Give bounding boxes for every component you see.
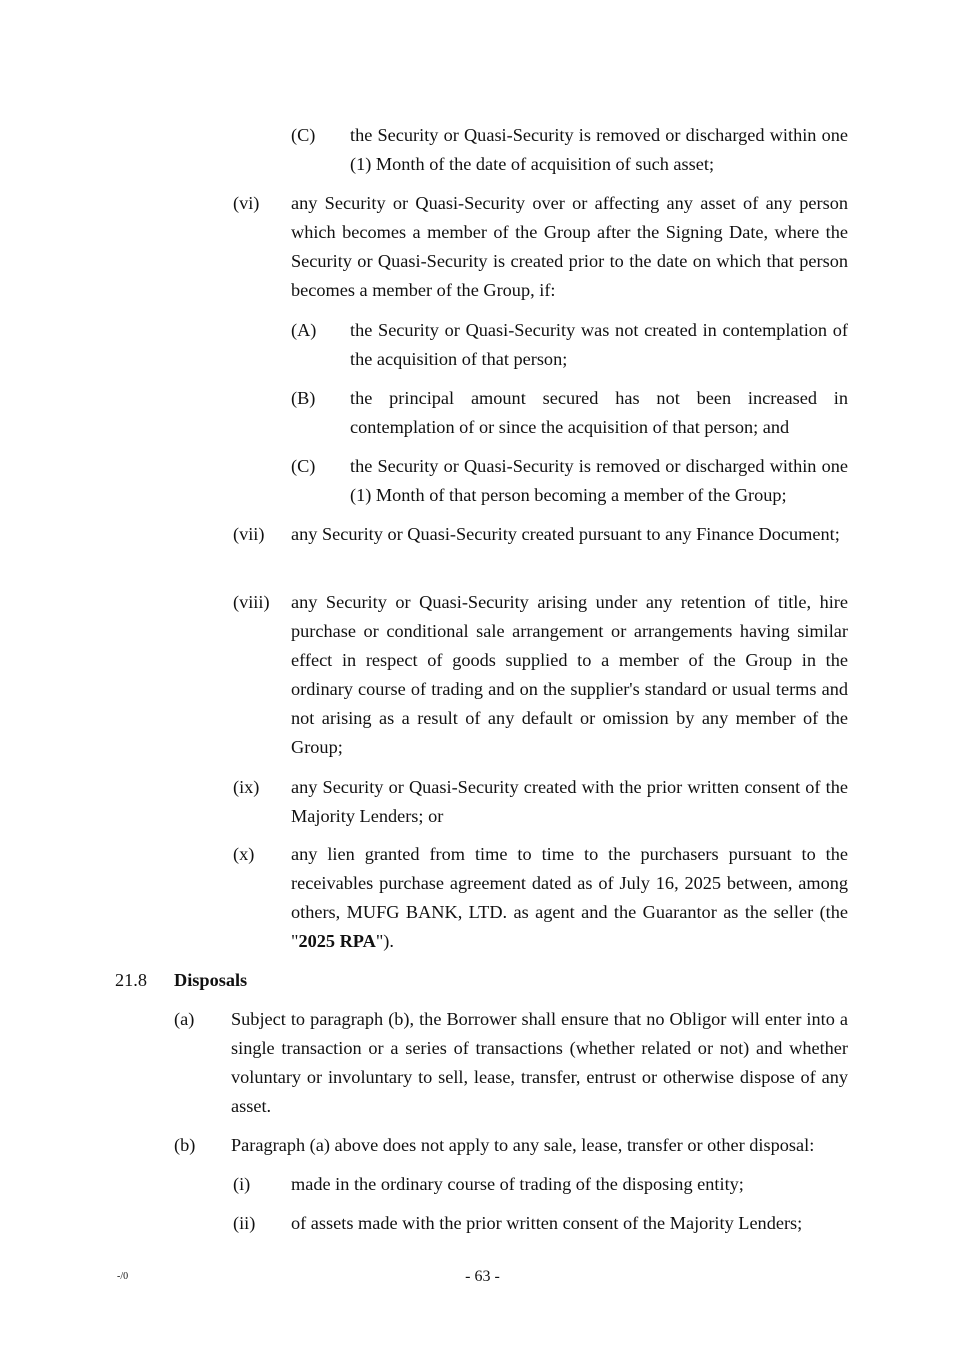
clause-label: (B) [291,388,316,408]
clause-text: any Security or Quasi-Security arising under any retention of title, hire purchase or conditional sale arrangement or arrangements having similar effect in respect of goods supplied to a member of the Group in the ordinary course of trading and on the supplier's standard or usual terms and not arising as a result of any default or omission by any member of the Group; [291,592,848,757]
clause-label: (ix) [233,777,260,797]
clause-label: (b) [174,1135,196,1155]
clause-text: the principal amount secured has not been increased in contemplation of or since the acquisition of that person; and [350,388,848,437]
clause-label: (ii) [233,1213,256,1233]
clause-label: (C) [291,456,316,476]
footer-reference: -/0 [117,1271,129,1282]
clause-text: Paragraph (a) above does not apply to any sale, lease, transfer or other disposal: [231,1135,815,1155]
clause-label: (i) [233,1174,251,1194]
clause-text: any Security or Quasi-Security over or affecting any asset of any person which becomes a member of the Group after the Signing Date, where the Security or Quasi-Security is created prior to the date on which that person becomes a member of the Group, if: [291,193,848,300]
clause-label: (A) [291,320,317,340]
clause-label: (C) [291,125,316,145]
clause-text: the Security or Quasi-Security is removed or discharged within one (1) Month of the date of acquisition of such asset; [350,125,848,174]
section-number: 21.8 [115,970,147,990]
clause-text: the Security or Quasi-Security was not created in contemplation of the acquisition of that person; [350,320,848,369]
clause-text: any Security or Quasi-Security created with the prior written consent of the Majority Lenders; or [291,777,848,826]
clause-text: made in the ordinary course of trading of the disposing entity; [291,1174,744,1194]
clause-text: Subject to paragraph (b), the Borrower shall ensure that no Obligor will enter into a single transaction or a series of transactions (whether related or not) and whether voluntary or involuntary to sell, lease, transfer, entrust or otherwise dispose of any asset. [231,1009,848,1116]
clause-text: the Security or Quasi-Security is removed or discharged within one (1) Month of that person becoming a member of the Group; [350,456,848,505]
section-title: Disposals [174,970,248,990]
page-number: - 63 - [465,1268,500,1285]
clause-label: (x) [233,844,255,864]
clause-label: (a) [174,1009,195,1029]
clause-text: any Security or Quasi-Security created pursuant to any Finance Document; [291,524,840,544]
clause-label: (viii) [233,592,270,612]
clause-text-end: "). [375,931,394,951]
clause-label: (vii) [233,524,265,544]
clause-text [291,840,848,956]
clause-text-main: any lien granted from time to time to the purchasers pursuant to the receivables purchase agreement dated as of July 16, 2025 between, among others, MUFG BANK, LTD. as agent and the Guarantor as the seller (the " [291,844,848,951]
clause-text: of assets made with the prior written consent of the Majority Lenders; [291,1213,803,1233]
clause-label: (vi) [233,193,260,213]
defined-term: 2025 RPA [298,931,376,951]
